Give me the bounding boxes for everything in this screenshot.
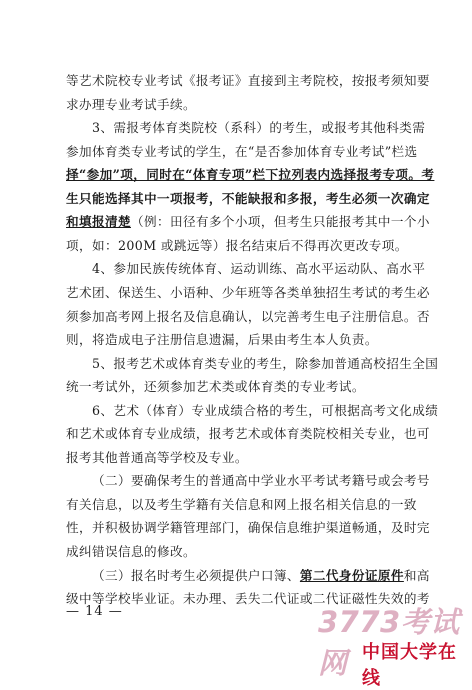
text-line: 3、需报考体育类院校（系科）的考生，或报考其他科类需 <box>92 120 426 136</box>
text-segment: 和高 <box>403 567 430 583</box>
text-line: 4、参加民族传统体育、运动训练、高水平运动队、高水平 <box>92 261 426 277</box>
bold-segment: 和填报清楚 <box>66 214 131 230</box>
text-line: 6、艺术（体育）专业成绩合格的考生，可根据高考文化成绩 <box>92 402 439 418</box>
bold-text-line: 择“参加”项，同时在“体育专项”栏下拉列表内选择报考专项。考 <box>66 167 435 183</box>
text-line: 等艺术院校专业考试《报考证》直接到主考院校，按报考须知要 <box>66 73 430 88</box>
text-line: 5、报考艺术或体育类专业的考生，除参加普通高校招生全国 <box>92 355 439 371</box>
text-line: 参加体育类专业考试的学生，在“是否参加体育专业考试”栏选 <box>66 143 418 159</box>
text-line: 报考其他普通高等学校及专业。 <box>66 449 248 465</box>
text-line <box>92 567 430 584</box>
text-line: 级中等学校毕业证。未办理、丢失二代证或二代证磁性失效的考 <box>66 591 430 606</box>
text-segment: （例：田径有多个小项，但考生只能报考其中一个小 <box>130 214 430 230</box>
bold-segment: 第二代身份证原件 <box>299 567 404 583</box>
text-line <box>66 213 430 230</box>
page-number: — 14 — <box>66 604 123 619</box>
bold-text-line: 生只能选择其中一项报考，不能缺报和多报，考生必须一次确定 <box>66 190 430 206</box>
text-line: 性，并积极协调学籍管理部门，确保信息维护渠道畅通，及时完 <box>66 520 430 536</box>
text-line: 统一考试外，还须参加艺术类或体育类的专业考试。 <box>66 379 365 395</box>
watermark-caption: 中国大学在线 <box>362 642 457 689</box>
text-line: 艺术团、保送生、小语种、少年班等各类单独招生考试的考生必 <box>66 284 430 300</box>
text-line: 须参加高考网上报名及信息确认，以完善考生电子注册信息。否 <box>66 308 430 324</box>
text-line: 和艺术或体育专业成绩，报考艺术或体育类院校相关专业，也可 <box>66 426 430 442</box>
text-line: （二）要确保考生的普通高中学业水平考试考籍号或会考号 <box>92 473 430 489</box>
text-segment: （三）报名时考生必须提供户口簿、 <box>92 567 300 583</box>
text-line: 成纠错误信息的修改。 <box>66 543 196 559</box>
text-line: 求办理专业考试手续。 <box>66 96 196 112</box>
text-line: 有关信息，以及考生学籍有关信息和网上报名相关信息的一致 <box>66 496 417 512</box>
watermark-logo: 3773考试网 <box>318 605 460 680</box>
text-line: 项，如：200M 或跳远等）报名结束后不得再次更改专项。 <box>66 237 408 253</box>
text-line: 则，将造成电子注册信息遗漏，后果由考生本人负责。 <box>66 332 378 347</box>
